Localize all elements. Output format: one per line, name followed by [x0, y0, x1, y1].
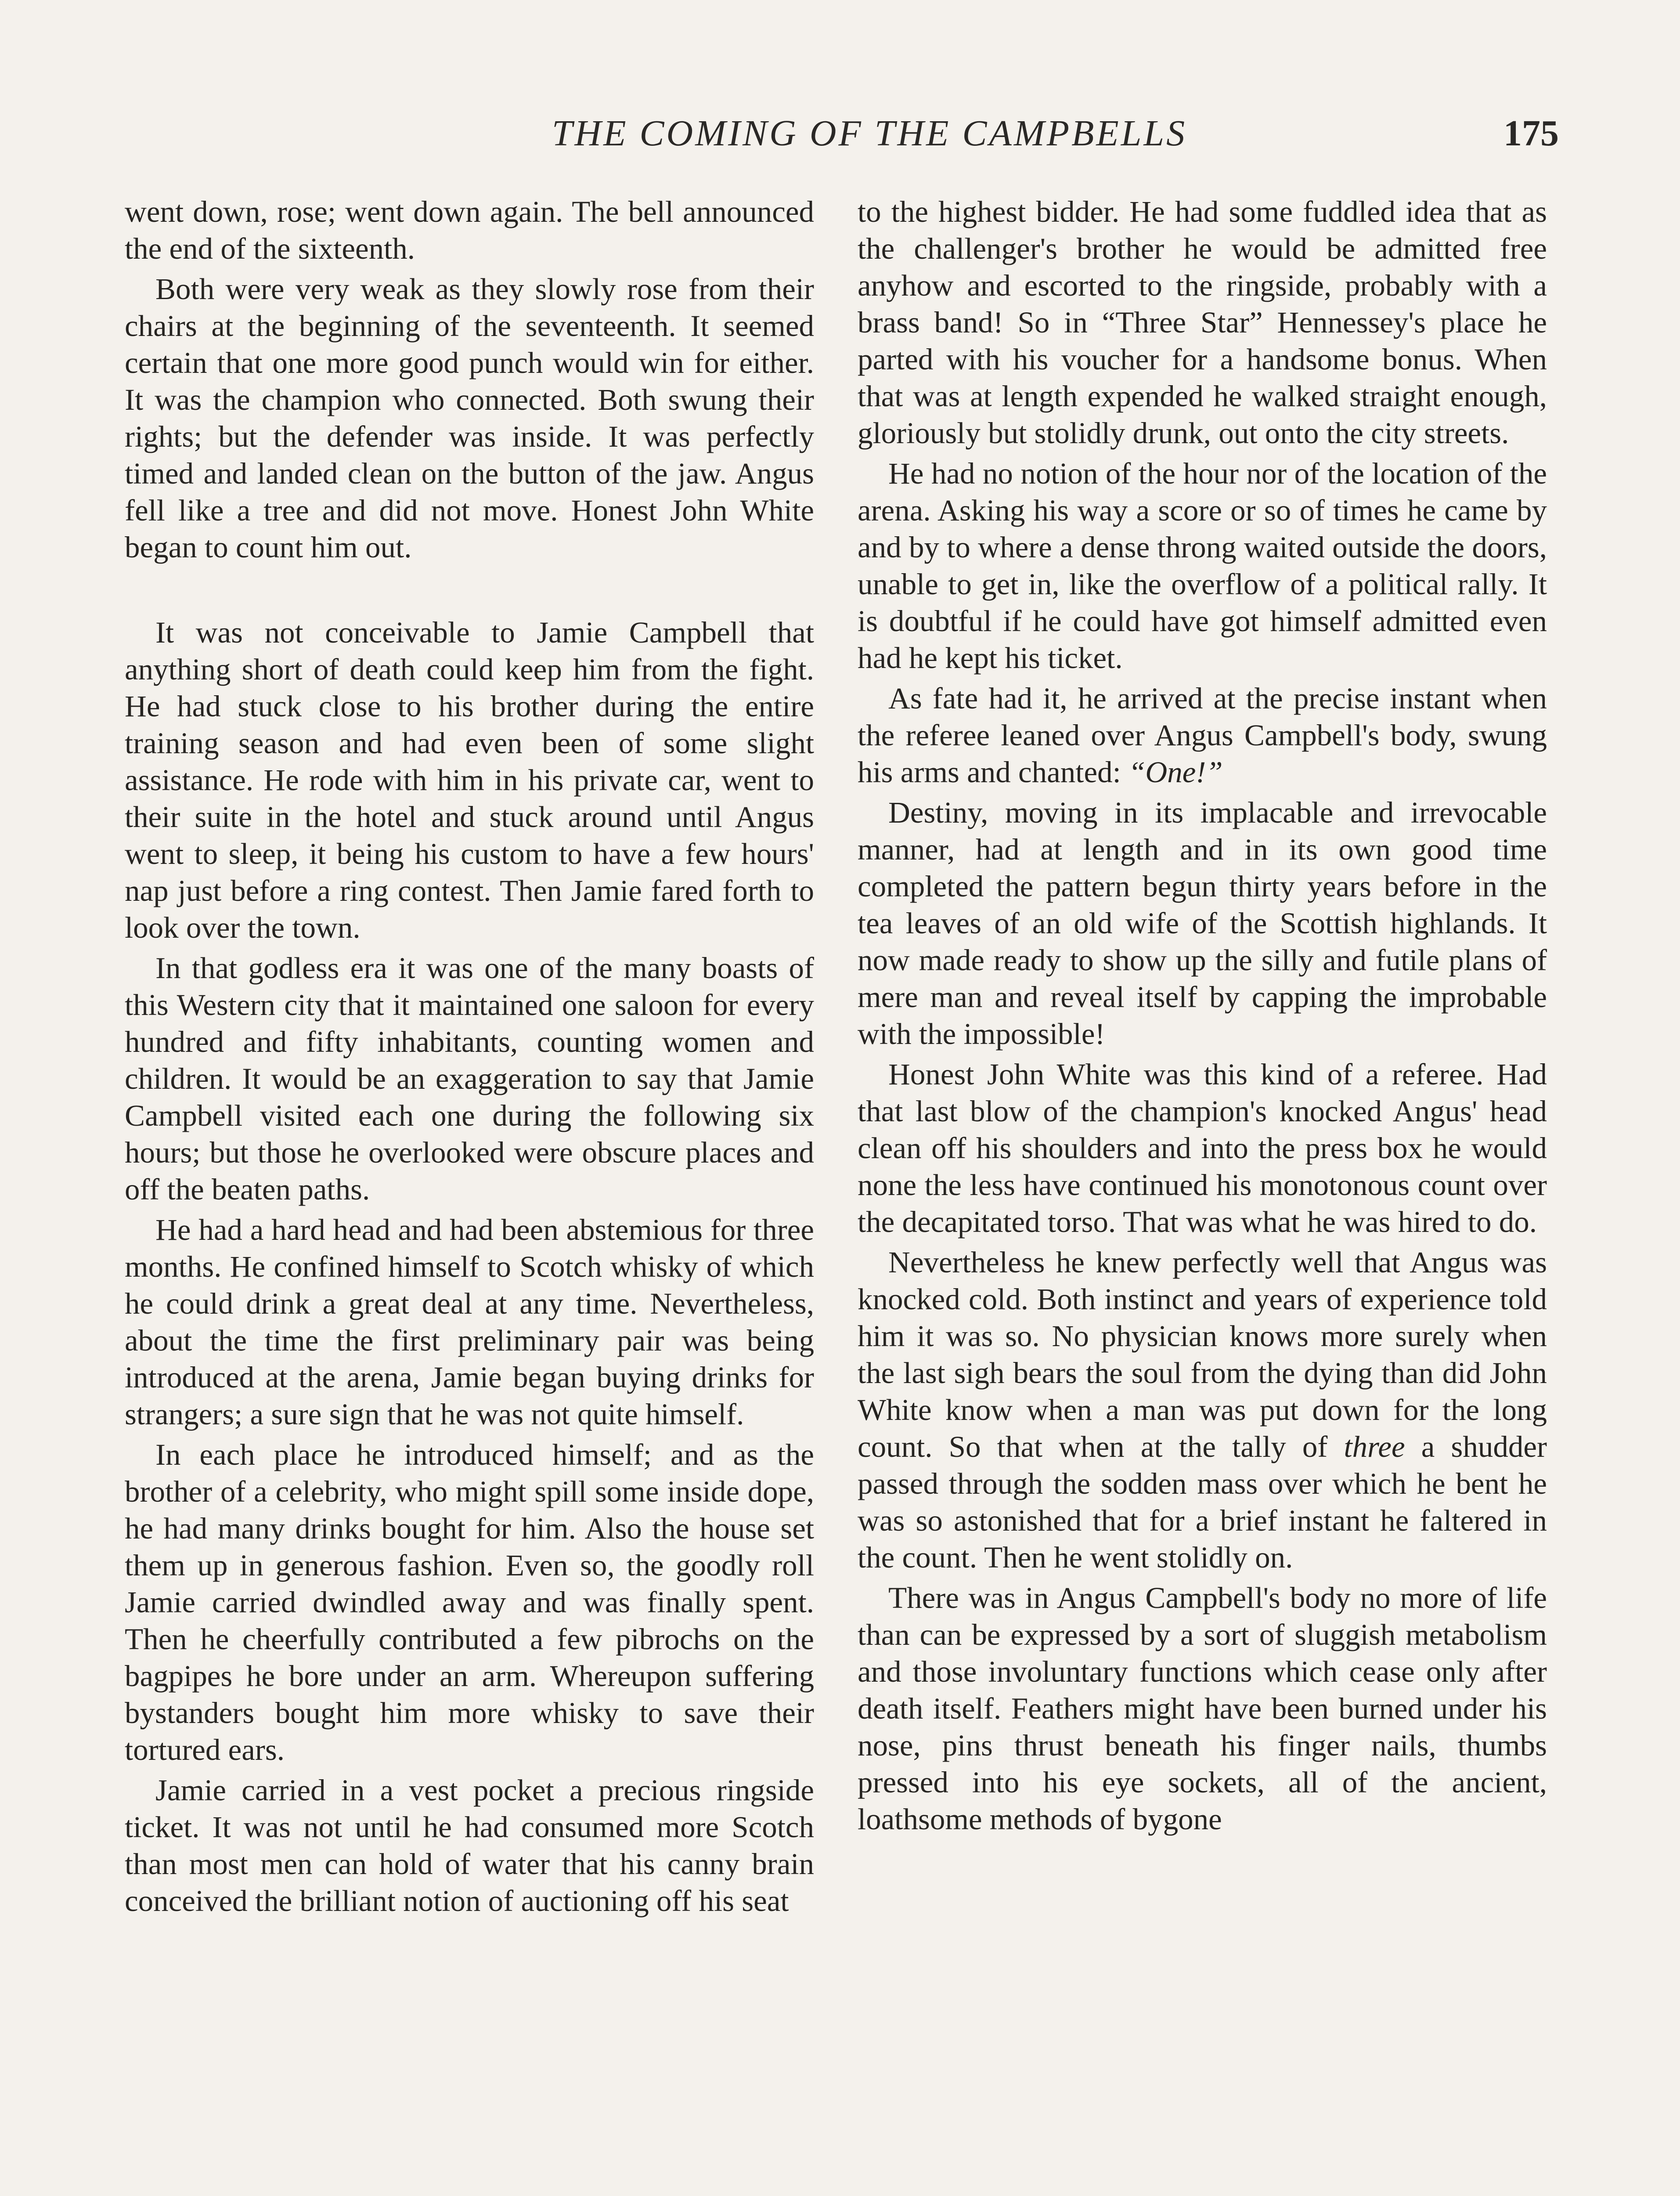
paragraph — [858, 1244, 1547, 1576]
paragraph-text: As fate had it, he arrived at the precise instant when the referee leaned over Angus Campbell's body, swung his arms and chanted: — [858, 682, 1547, 789]
paragraph: There was in Angus Campbell's body no more of life than can be expressed by a sort of sluggish metabolism and those involuntary functions which cease only after death itself. Feathers might have been burned under his nose, pins thrust beneath his finger nails, thumbs pressed into his eye sockets, all of the ancient, loathsome methods of bygone — [858, 1581, 1547, 1836]
left-column — [125, 193, 814, 1923]
paragraph: to the highest bidder. He had some fuddled idea that as the challenger's brother he would be admitted free anyhow and escorted to the ringside, probably with a brass band! So in “Three Star” Hennessey's place he parted with his voucher for a handsome bonus. When that was at length expended he walked straight enough, gloriously but stolidly drunk, out onto the city streets. — [858, 195, 1547, 450]
paragraph: went down, rose; went down again. The bell announced the end of the sixteenth. — [125, 195, 814, 265]
paragraph-text: Nevertheless he knew perfectly well that Angus was knocked cold. Both instinct and years of experience told him it was so. No physician knows more surely when the last sigh bears the soul from the dying than did John White know when a man was put down for the long count. So that when at the tally of — [858, 1246, 1547, 1463]
paragraph: He had a hard head and had been abstemious for three months. He confined himself to Scotch whisky of which he could drink a great deal at any time. Nevertheless, about the time the first preliminary pair was being introduced at the arena, Jamie began buying drinks for strangers; a sure sign that he was not quite himself. — [125, 1213, 814, 1431]
emphasis: three — [1344, 1430, 1405, 1463]
paragraph: It was not conceivable to Jamie Campbell that anything short of death could keep him from the fight. He had stuck close to his brother during the entire training season and had even been of some slight assistance. He rode with him in his private car, went to their suite in the hotel and stuck around until Angus went to sleep, it being his custom to have a few hours' nap just before a ring contest. Then Jamie fared forth to look over the town. — [125, 616, 814, 944]
paragraph: Jamie carried in a vest pocket a precious ringside ticket. It was not until he had consumed more Scotch than most men can hold of water that his canny brain conceived the brilliant notion of auctioning off his seat — [125, 1773, 814, 1918]
paragraph: Destiny, moving in its implacable and irrevocable manner, had at length and in its own good time completed the pattern begun thirty years before in the tea leaves of an old wife of the Scottish highlands. It now made ready to show up the silly and futile plans of mere man and reveal itself by capping the improbable with the impossible! — [858, 796, 1547, 1051]
running-title: THE COMING OF THE CAMPBELLS — [552, 113, 1187, 154]
paragraph: In each place he introduced himself; and as the brother of a celebrity, who might spill some inside dope, he had many drinks bought for him. Also the house set them up in generous fashion. Even so, the goodly roll Jamie carried dwindled away and was finally spent. Then he cheerfully contributed a few pibrochs on the bagpipes he bore under an arm. Whereupon suffering bystanders bought him more whisky to save their tortured ears. — [125, 1438, 814, 1766]
paragraph-text: a shudder passed through the sodden mass over which he bent he was so astonished that for a brief instant he faltered in the count. Then he went stolidly on. — [858, 1430, 1547, 1574]
emphasis: “One!” — [1128, 755, 1223, 789]
paragraph: Both were very weak as they slowly rose from their chairs at the beginning of the seventeenth. It seemed certain that one more good punch would win for either. It was the champion who connected. Both swung their rights; but the defender was inside. It was perfectly timed and landed clean on the button of the jaw. Angus fell like a tree and did not move. Honest John White began to count him out. — [125, 272, 814, 564]
page-number: 175 — [1503, 113, 1559, 154]
paragraph: In that godless era it was one of the many boasts of this Western city that it maintained one saloon for every hundred and fifty inhabitants, counting women and children. It would be an exaggeration to say that Jamie Campbell visited each one during the following six hours; but those he overlooked were obscure places and off the beaten paths. — [125, 951, 814, 1206]
paragraph: He had no notion of the hour nor of the location of the arena. Asking his way a score or so of times he came by and by to where a dense throng waited outside the doors, unable to get in, like the overflow of a political rally. It is doubtful if he could have got himself admitted even had he kept his ticket. — [858, 457, 1547, 675]
paragraph: Honest John White was this kind of a referee. Had that last blow of the champion's knocked Angus' head clean off his shoulders and into the press box he would none the less have continued his monotonous count over the decapitated torso. That was what he was hired to do. — [858, 1058, 1547, 1239]
right-column — [858, 193, 1547, 1841]
paragraph — [858, 680, 1547, 791]
